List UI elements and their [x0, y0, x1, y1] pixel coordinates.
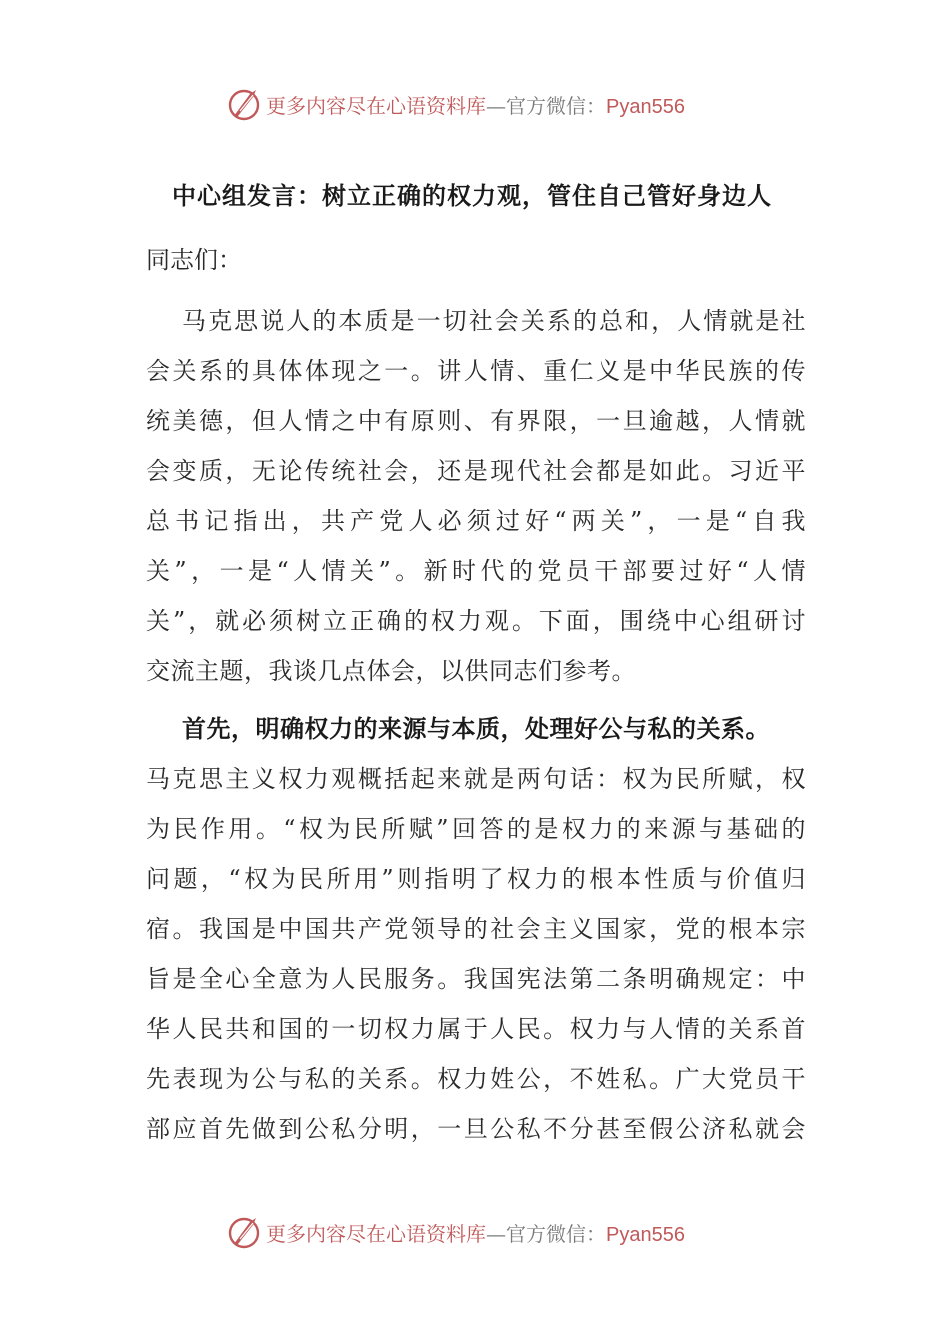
header-dash: — [486, 93, 506, 118]
header-wechat-label: 官方微信： [506, 93, 606, 118]
header-site-text: 更多内容尽在心语资料库 [266, 93, 486, 118]
paragraph-2 [146, 704, 806, 1154]
footer-wechat-id: Pyan556 [606, 1223, 685, 1246]
text-line: 部应首先做到公私分明，一旦公私不分甚至假公济私就会 [146, 1115, 806, 1143]
footer-wechat-label: 官方微信： [506, 1221, 606, 1246]
text-line: 马克思主义权力观概括起来就是两句话：权为民所赋，权 [146, 765, 806, 793]
text-line: 宿。我国是中国共产党领导的社会主义国家，党的根本宗 [146, 915, 806, 943]
footer-site-text: 更多内容尽在心语资料库 [266, 1221, 486, 1246]
text-line: 关”，一是“人情关”。新时代的党员干部要过好“人情 [146, 557, 806, 585]
text-line: 会关系的具体体现之一。讲人情、重仁义是中华民族的传 [146, 357, 806, 385]
document-title: 中心组发言：树立正确的权力观，管住自己管好身边人 [172, 182, 772, 210]
text-line: 旨是全心全意为人民服务。我国宪法第二条明确规定：中 [146, 965, 806, 993]
text-line: 统美德，但人情之中有原则、有界限，一旦逾越，人情就 [146, 407, 806, 435]
section-heading: 首先，明确权力的来源与本质，处理好公与私的关系。 [182, 715, 770, 743]
text-line: 总书记指出，共产党人必须过好“两关”，一是“自我 [146, 507, 806, 535]
text-line: 关”，就必须树立正确的权力观。下面，围绕中心组研讨 [146, 607, 806, 635]
paragraph-1 [146, 296, 806, 696]
greeting: 同志们： [146, 246, 242, 274]
quill-pen-logo-icon [226, 1214, 262, 1250]
text-line: 问题，“权为民所用”则指明了权力的根本性质与价值归 [146, 865, 806, 893]
text-line: 交流主题，我谈几点体会，以供同志们参考。 [146, 657, 636, 685]
text-line: 为民作用。“权为民所赋”回答的是权力的来源与基础的 [146, 815, 806, 843]
text-line: 华人民共和国的一切权力属于人民。权力与人情的关系首 [146, 1015, 806, 1043]
footer-text [266, 1218, 685, 1247]
text-line: 先表现为公与私的关系。权力姓公，不姓私。广大党员干 [146, 1065, 806, 1093]
footer-dash: — [486, 1221, 506, 1246]
quill-pen-logo-icon [226, 86, 262, 122]
header-banner [226, 84, 726, 124]
header-text [266, 90, 685, 119]
text-line: 会变质，无论传统社会，还是现代社会都是如此。习近平 [146, 457, 806, 485]
header-wechat-id: Pyan556 [606, 95, 685, 118]
footer-banner [226, 1212, 726, 1252]
text-line: 马克思说人的本质是一切社会关系的总和，人情就是社 [182, 307, 806, 335]
